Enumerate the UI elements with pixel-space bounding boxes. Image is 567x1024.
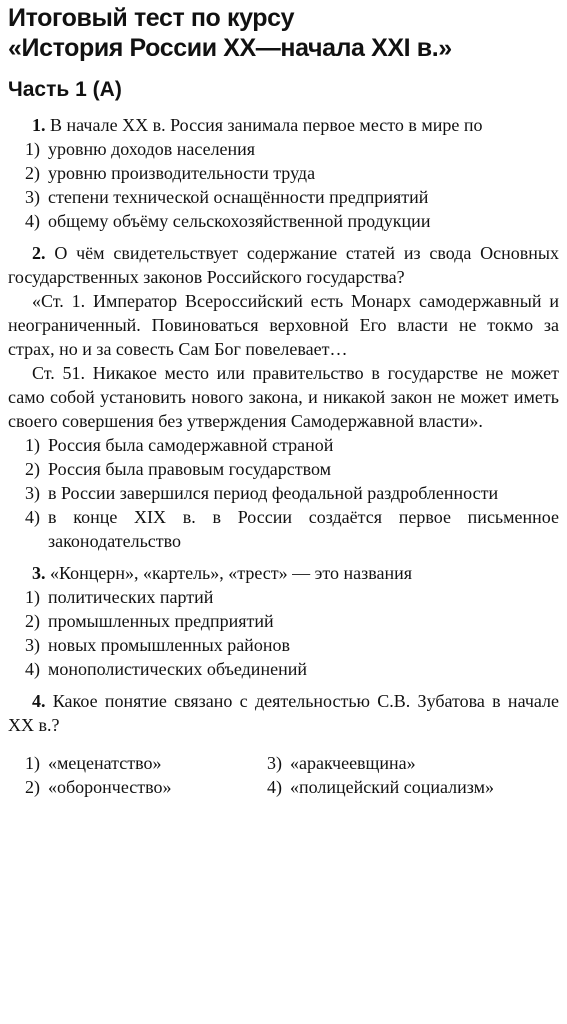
- test-title: [8, 3, 559, 63]
- option-text: политических партий: [48, 587, 214, 607]
- question-1-stem: [8, 113, 559, 137]
- option-number: 3): [25, 187, 40, 207]
- option-number: 2): [25, 459, 40, 479]
- law-quote-article-51: Ст. 51. Никакое место или правительство в государстве не может само собой установить нового закона, и никакой закон не может иметь своего совершения без утверждения Самодержавной власти».: [8, 363, 559, 431]
- option-number: 4): [267, 777, 282, 797]
- option-number: 1): [25, 753, 40, 773]
- answer-option[interactable]: [258, 751, 559, 775]
- question-2-stem: [8, 241, 559, 289]
- law-quote-article-1: «Ст. 1. Император Всероссийский есть Монарх самодержавный и неограниченный. Повиноваться верховной Его власти не токмо за страх, но и за совесть Сам Бог повелевает…: [8, 291, 559, 359]
- part-heading: Часть 1 (А): [8, 78, 122, 101]
- answer-option[interactable]: [8, 633, 559, 657]
- option-text: Россия была правовым государством: [48, 459, 332, 479]
- answer-option[interactable]: [8, 505, 559, 553]
- question-text: Какое понятие связано с деятельностью С.В. Зубатова в начале XX в.?: [8, 691, 560, 735]
- question-number: 1.: [32, 115, 46, 135]
- question-3-stem: [8, 561, 559, 585]
- option-text: в конце XIX в. в России создаётся первое письменное законодательство: [48, 507, 559, 551]
- answer-option[interactable]: [8, 457, 559, 481]
- question-number: 3.: [32, 563, 46, 583]
- option-text: общему объёму сельскохозяйственной продукции: [48, 211, 431, 231]
- option-text: «оборончество»: [48, 777, 172, 797]
- answer-option[interactable]: [8, 609, 559, 633]
- question-4-stem: [8, 689, 559, 737]
- question-2: [8, 241, 559, 553]
- option-number: 1): [25, 435, 40, 455]
- option-number: 4): [25, 659, 40, 679]
- question-4: [8, 689, 559, 799]
- answer-option[interactable]: [8, 775, 258, 799]
- answer-option[interactable]: [8, 751, 258, 775]
- title-line-1: Итоговый тест по курсу: [8, 4, 295, 32]
- option-number: 3): [267, 753, 282, 773]
- option-number: 3): [25, 483, 40, 503]
- title-line-2: «История России XX—начала XXI в.»: [8, 34, 452, 62]
- answer-option[interactable]: [8, 585, 559, 609]
- answer-option[interactable]: [8, 657, 559, 681]
- question-text: В начале XX в. Россия занимала первое место в мире по: [50, 115, 483, 135]
- option-text: Россия была самодержавной страной: [48, 435, 334, 455]
- option-number: 2): [25, 611, 40, 631]
- answer-option[interactable]: [8, 433, 559, 457]
- answer-option[interactable]: [8, 185, 559, 209]
- option-text: степени технической оснащённости предприятий: [48, 187, 429, 207]
- option-text: уровню доходов населения: [48, 139, 256, 159]
- option-text: новых промышленных районов: [48, 635, 290, 655]
- option-number: 2): [25, 163, 40, 183]
- answer-option[interactable]: [8, 161, 559, 185]
- option-text: «аракчеевщина»: [290, 753, 416, 773]
- questions-list: [8, 113, 559, 799]
- option-number: 1): [25, 139, 40, 159]
- option-number: 1): [25, 587, 40, 607]
- document-page: [8, 0, 559, 799]
- option-text: в России завершился период феодальной раздробленности: [48, 483, 499, 503]
- option-number: 4): [25, 507, 40, 527]
- answer-option[interactable]: [8, 209, 559, 233]
- option-number: 4): [25, 211, 40, 231]
- option-number: 2): [25, 777, 40, 797]
- option-text: «меценатство»: [48, 753, 162, 773]
- option-text: «полицейский социализм»: [290, 777, 495, 797]
- answer-option[interactable]: [258, 775, 559, 799]
- question-text: «Концерн», «картель», «трест» — это названия: [50, 563, 413, 583]
- option-text: уровню производительности труда: [48, 163, 316, 183]
- question-text: О чём свидетельствует содержание статей из свода Основных государственных законов Российского государства?: [8, 243, 560, 287]
- option-text: монополистических объединений: [48, 659, 307, 679]
- answer-options-grid: [8, 751, 559, 799]
- question-number: 2.: [32, 243, 46, 263]
- option-number: 3): [25, 635, 40, 655]
- question-1: [8, 113, 559, 233]
- option-text: промышленных предприятий: [48, 611, 274, 631]
- question-number: 4.: [32, 691, 46, 711]
- answer-option[interactable]: [8, 137, 559, 161]
- answer-option[interactable]: [8, 481, 559, 505]
- question-3: [8, 561, 559, 681]
